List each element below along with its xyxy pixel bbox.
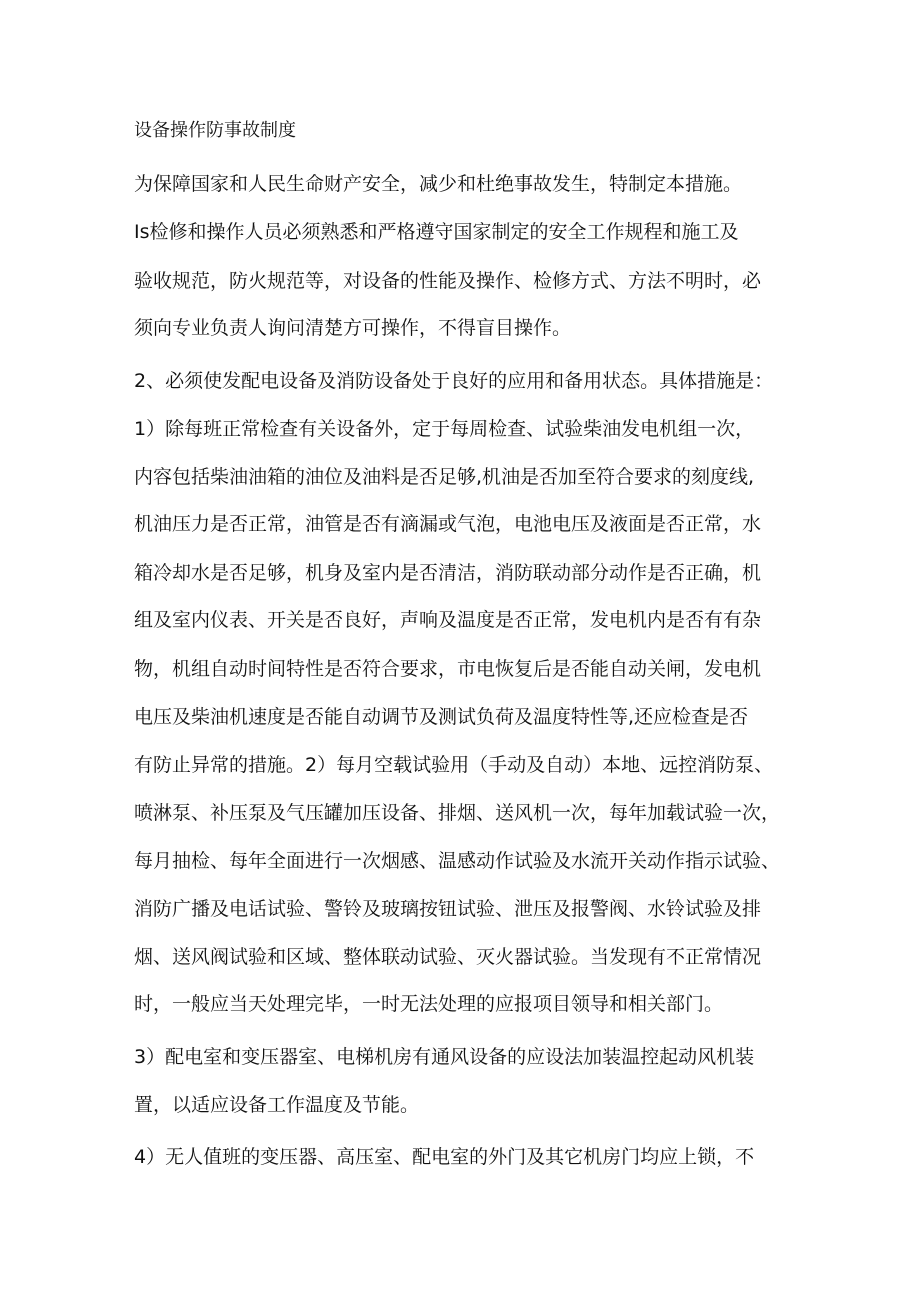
paragraph-line: 验收规范，防火规范等，对设备的性能及操作、检修方式、方法不明时，必 (134, 270, 762, 292)
paragraph-line: 组及室内仪表、开关是否良好，声响及温度是否正常，发电机内是否有有杂 (134, 609, 762, 631)
paragraph-line: 机油压力是否正常，油管是否有滴漏或气泡，电池电压及液面是否正常，水 (134, 513, 762, 535)
paragraph-line: 时，一般应当天处理完毕，一时无法处理的应报项目领导和相关部门。 (134, 993, 724, 1015)
paragraph-line: 置，以适应设备工作温度及节能。 (134, 1094, 420, 1116)
paragraph-line: 4）无人值班的变压器、高压室、配电室的外门及其它机房门均应上锁，不 (134, 1146, 755, 1168)
paragraph-line: 须向专业负责人询问清楚方可操作，不得盲目操作。 (134, 317, 572, 339)
document-title: 设备操作防事故制度 (134, 120, 296, 141)
paragraph-line: 每月抽检、每年全面进行一次烟感、温感动作试验及水流开关动作指示试验、 (134, 850, 781, 872)
paragraph-line: 2、必须使发配电设备及消防设备处于良好的应用和备用状态。具体措施是： (134, 370, 774, 392)
paragraph-line: 烟、送风阀试验和区域、整体联动试验、灭火器试验。当发现有不正常情况 (134, 946, 762, 968)
paragraph-line: 1）除每班正常检查有关设备外，定于每周检查、试验柴油发电机组一次， (134, 418, 755, 440)
paragraph-line: 内容包括柴油油箱的油位及油料是否足够,机油是否加至符合要求的刻度线, (134, 466, 755, 488)
paragraph-line: 有防止异常的措施。2）每月空载试验用（手动及自动）本地、远控消防泵、 (134, 754, 774, 776)
paragraph-line: 为保障国家和人民生命财产安全，减少和杜绝事故发生，特制定本措施。 (134, 173, 743, 195)
paragraph-line: 电压及柴油机速度是否能自动调节及测试负荷及温度特性等,还应检查是否 (134, 706, 749, 728)
paragraph-line: Is检修和操作人员必须熟悉和严格遵守国家制定的安全工作规程和施工及 (134, 221, 739, 243)
paragraph-line: 物，机组自动时间特性是否符合要求，市电恢复后是否能自动关闸，发电机 (134, 658, 762, 680)
paragraph-line: 箱冷却水是否足够，机身及室内是否清洁，消防联动部分动作是否正确，机 (134, 562, 762, 584)
paragraph-line: 喷淋泵、补压泵及气压罐加压设备、排烟、送风机一次，每年加载试验一次， (134, 802, 781, 824)
paragraph-line: 3）配电室和变压器室、电梯机房有通风设备的应设法加装温控起动风机装 (134, 1046, 755, 1068)
paragraph-line: 消防广播及电话试验、警铃及玻璃按钮试验、泄压及报警阀、水铃试验及排 (134, 898, 762, 920)
